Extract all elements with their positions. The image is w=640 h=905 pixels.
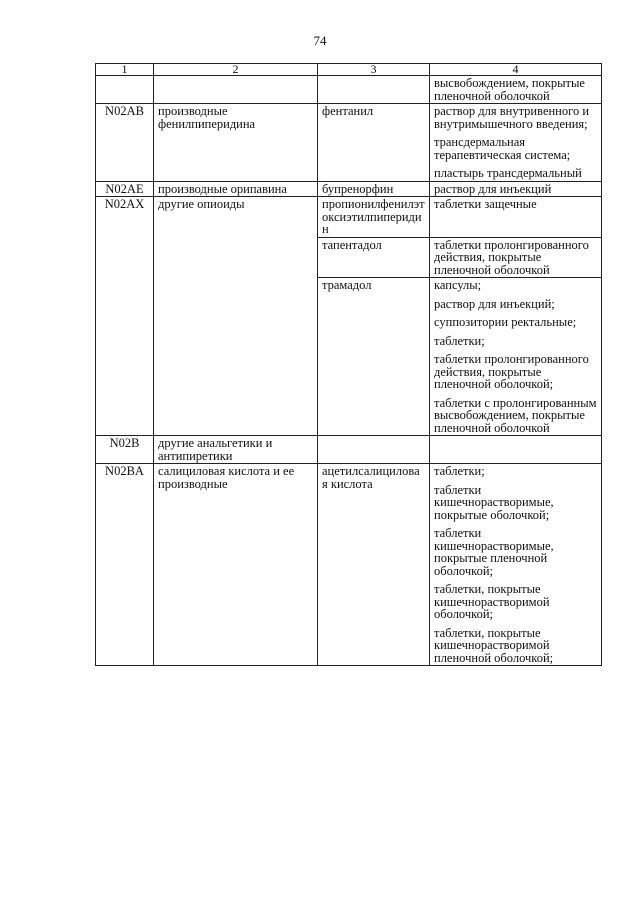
dosage-form-item: суппозитории ректальные;: [434, 315, 577, 329]
dosage-form-item: таблетки с пролонгированным высвобождением, покрытые пленочной оболочкой: [434, 395, 597, 435]
atc-code-cell: N02AX: [96, 197, 154, 436]
dosage-form-item: таблетки кишечнорастворимые, покрытые оболочкой;: [434, 482, 554, 522]
atc-code-cell: [96, 76, 154, 104]
group-name-cell: производные фенилпиперидина: [154, 104, 318, 182]
drug-name-cell: фентанил: [318, 104, 430, 182]
dosage-forms-cell: [430, 181, 602, 197]
dosage-form-item: пластырь трансдермальный: [434, 166, 582, 180]
drug-name-cell: [318, 76, 430, 104]
dosage-form-item: таблетки;: [434, 333, 485, 348]
dosage-forms-cell: [430, 76, 602, 104]
dosage-form-item: таблетки кишечнорастворимые, покрытые пленочной оболочкой;: [434, 526, 554, 578]
dosage-forms-cell: [430, 104, 602, 182]
dosage-forms-cell: [430, 436, 602, 464]
dosage-form-item: таблетки пролонгированного действия, покрытые пленочной оболочкой: [434, 237, 589, 277]
drug-table: [95, 63, 602, 666]
table-row: [96, 181, 602, 197]
dosage-form-item: таблетки, покрытые кишечнорастворимой пленочной оболочкой;: [434, 625, 554, 665]
drug-name-cell: тапентадол: [318, 237, 430, 278]
atc-code-cell: N02B: [96, 436, 154, 464]
group-name-cell: производные орипавина: [154, 181, 318, 197]
dosage-forms-cell: [430, 197, 602, 238]
group-name-cell: салициловая кислота и ее производные: [154, 464, 318, 666]
dosage-form-item: таблетки, покрытые кишечнорастворимой оболочкой;: [434, 582, 550, 621]
group-name-cell: другие опиоиды: [154, 197, 318, 436]
table-row: [96, 76, 602, 104]
dosage-form-item: таблетки;: [434, 464, 485, 478]
dosage-forms-cell: [430, 464, 602, 666]
header-cell-2: 2: [154, 64, 318, 76]
dosage-form-item: высвобождением, покрытые пленочной оболочкой: [434, 76, 585, 103]
dosage-forms-cell: [430, 237, 602, 278]
table-row: [96, 104, 602, 182]
atc-code-cell: N02AB: [96, 104, 154, 182]
table-row: [96, 464, 602, 666]
header-cell-3: 3: [318, 64, 430, 76]
dosage-form-item: трансдермальная терапевтическая система;: [434, 135, 571, 162]
atc-code-cell: N02AE: [96, 181, 154, 197]
dosage-forms-cell: [430, 278, 602, 436]
table-row: [96, 436, 602, 464]
atc-code-cell: N02BA: [96, 464, 154, 666]
header-cell-1: 1: [96, 64, 154, 76]
table-header-row: [96, 64, 602, 76]
dosage-form-item: раствор для внутривенного и внутримышечного введения;: [434, 104, 590, 131]
table-row: [96, 197, 602, 238]
drug-name-cell: ацетилсалициловая кислота: [318, 464, 430, 666]
drug-name-cell: бупренорфин: [318, 181, 430, 197]
dosage-form-item: раствор для инъекций: [434, 181, 552, 196]
page-number: 74: [313, 33, 327, 48]
group-name-cell: [154, 76, 318, 104]
dosage-form-item: таблетки пролонгированного действия, покрытые пленочной оболочкой;: [434, 352, 589, 391]
drug-name-cell: [318, 436, 430, 464]
header-cell-4: 4: [430, 64, 602, 76]
group-name-cell: другие анальгетики и антипиретики: [154, 436, 318, 464]
dosage-form-item: раствор для инъекций;: [434, 296, 555, 311]
drug-name-cell: пропионилфенилэтоксиэтилпиперидин: [318, 197, 430, 238]
dosage-form-item: таблетки защечные: [434, 197, 537, 211]
dosage-form-item: капсулы;: [434, 278, 482, 292]
table-body: [96, 64, 602, 666]
drug-name-cell: трамадол: [318, 278, 430, 436]
